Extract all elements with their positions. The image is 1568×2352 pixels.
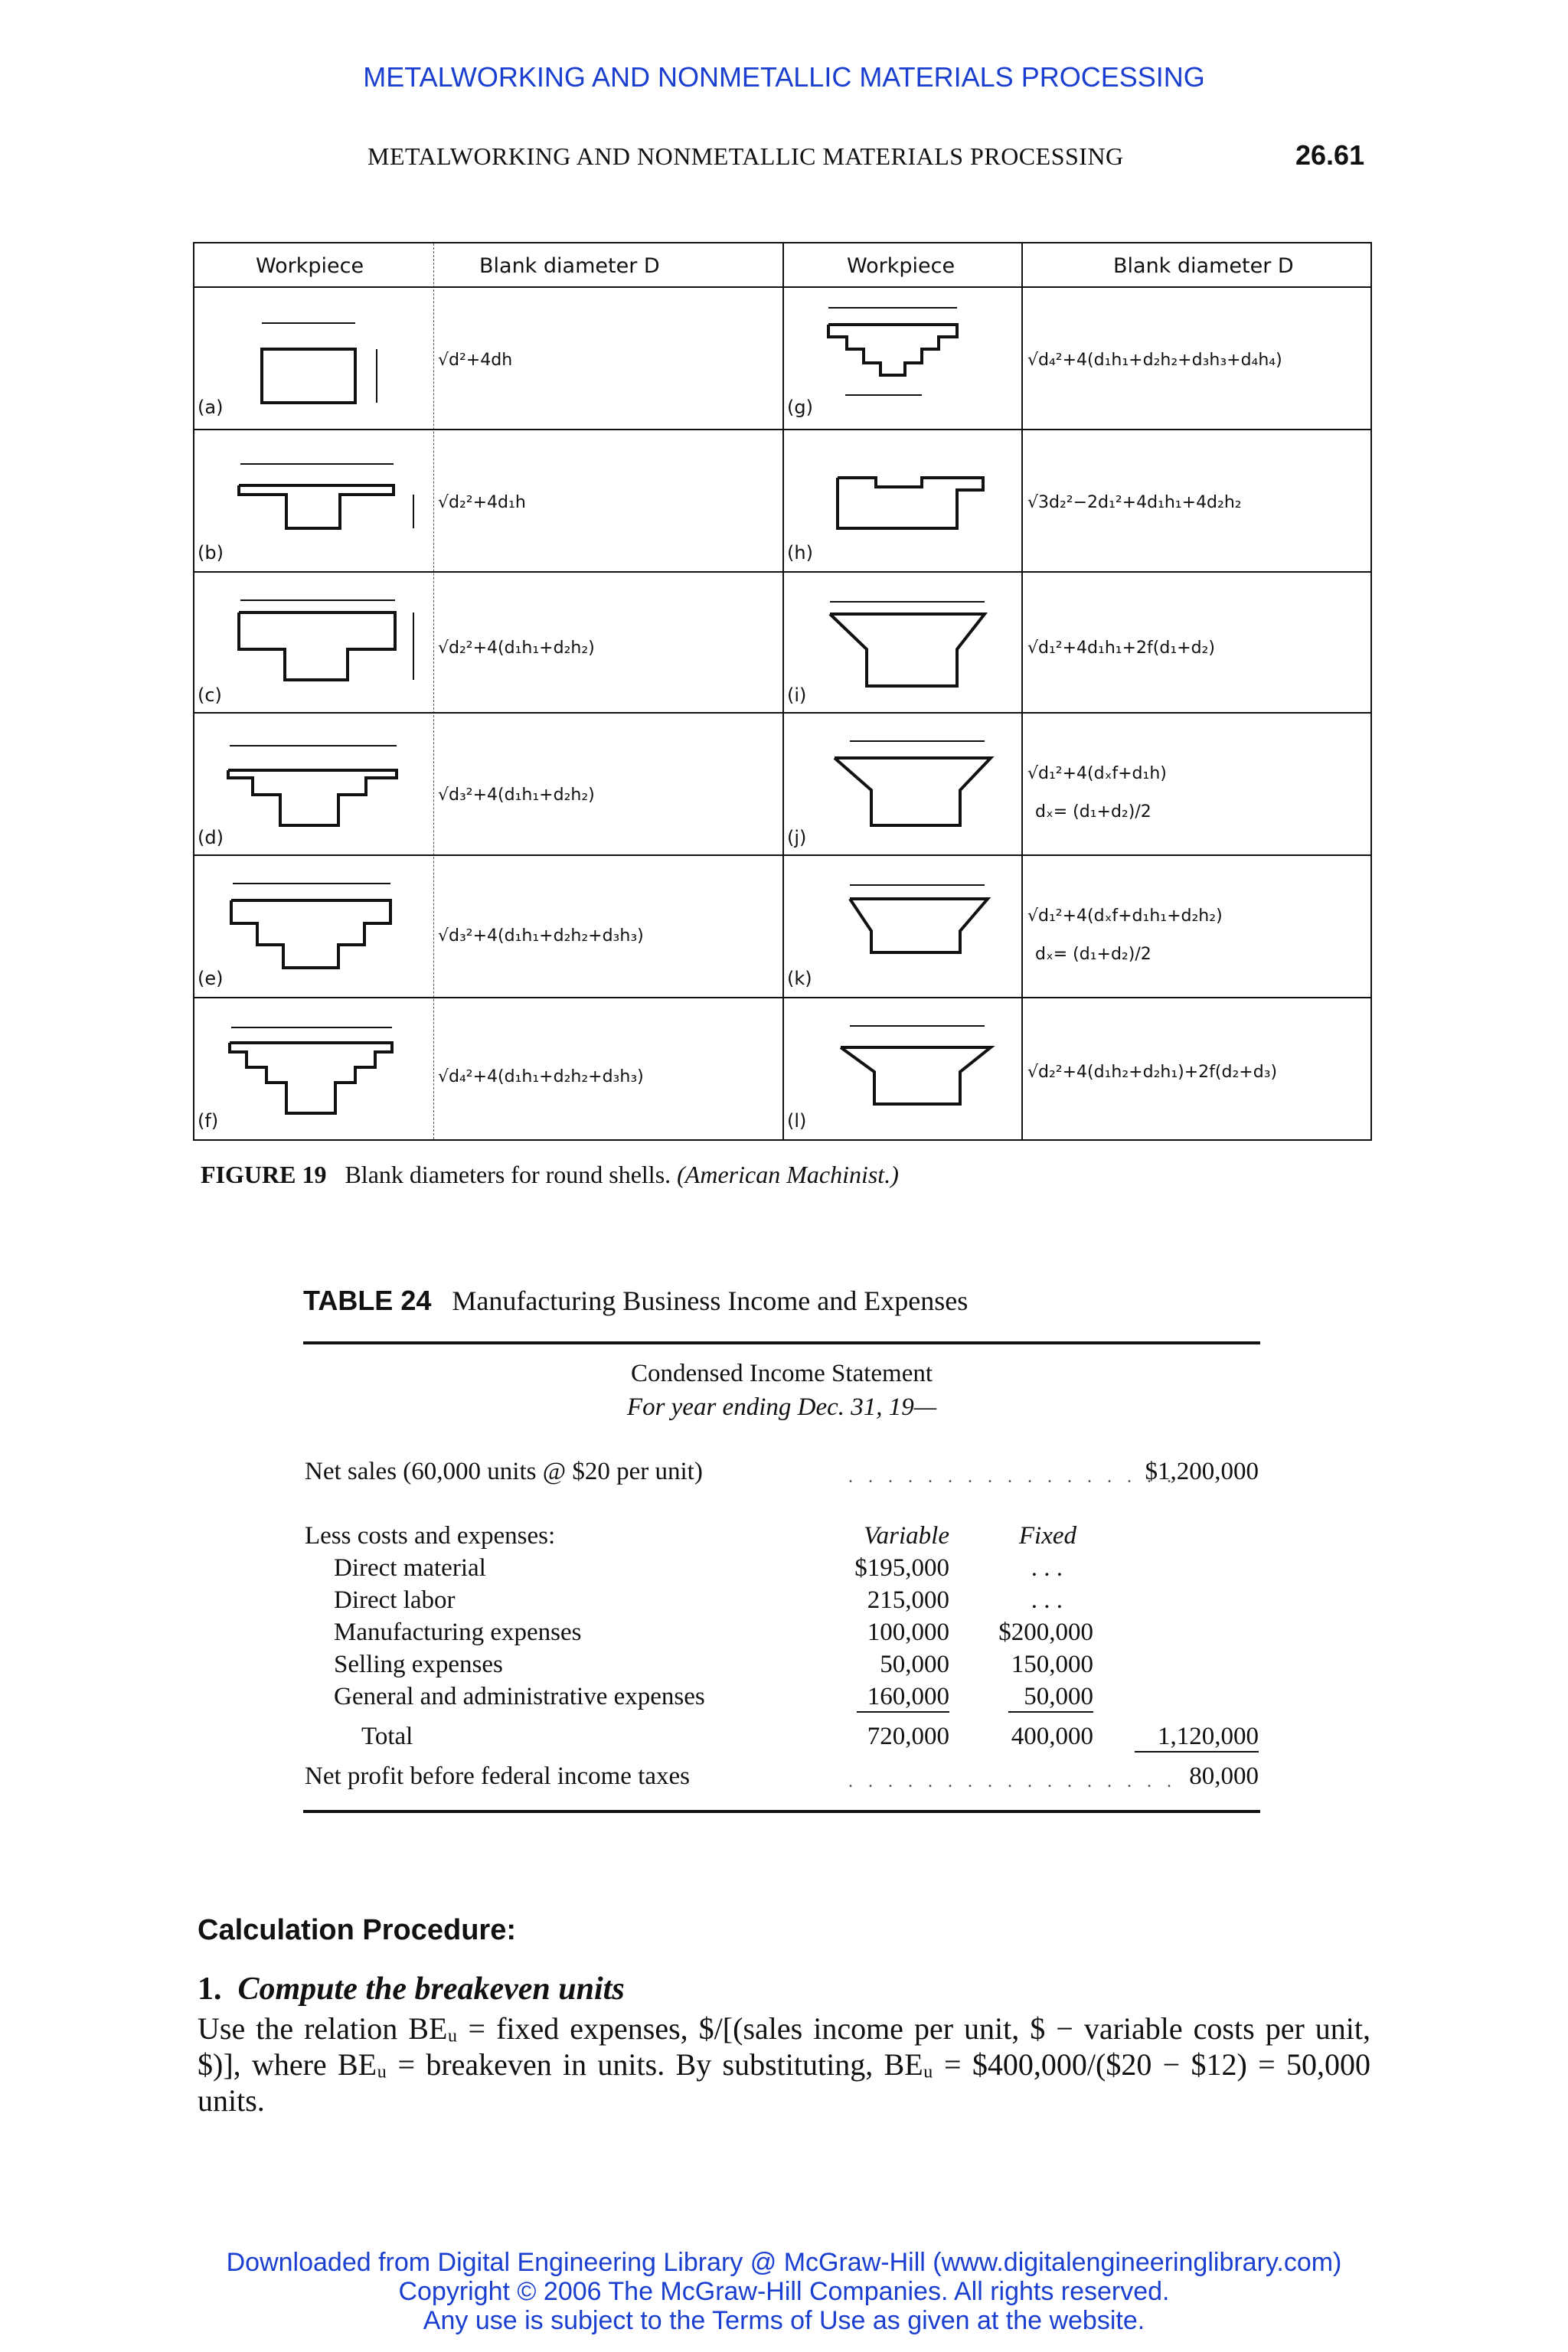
formula-k-dx: dₓ= (d₁+d₂)/2 xyxy=(1035,945,1152,964)
less-costs-label: Less costs and expenses: xyxy=(305,1522,556,1550)
row-label-k: (k) xyxy=(787,968,812,989)
workpiece-drawing-d xyxy=(225,727,424,850)
statement-period: For year ending Dec. 31, 19— xyxy=(626,1393,937,1421)
row-label-d: (d) xyxy=(198,827,224,848)
leader-dots: . . . . . . . . . . . . . . . . . xyxy=(848,1467,1177,1487)
row-label-e: (e) xyxy=(198,968,224,989)
workpiece-drawing-i xyxy=(807,585,1014,707)
table-row-variable: 215,000 xyxy=(867,1586,949,1614)
table-top-rule xyxy=(303,1341,1260,1344)
table-row-fixed: . . . xyxy=(1031,1554,1063,1582)
figure-number: FIGURE 19 xyxy=(201,1161,327,1188)
calculation-heading: Calculation Procedure: xyxy=(198,1914,516,1946)
figure-caption xyxy=(201,1161,899,1189)
table-row-variable: 100,000 xyxy=(867,1619,949,1646)
total-fixed: 400,000 xyxy=(1011,1723,1093,1750)
table-title xyxy=(303,1285,968,1317)
footer-download-link[interactable]: Downloaded from Digital Engineering Library @ McGraw-Hill (www.digitalengineeringlibrary.com) xyxy=(226,2248,1342,2277)
figure-source: (American Machinist.) xyxy=(677,1161,899,1188)
row-label-h: (h) xyxy=(787,542,813,564)
header-workpiece: Workpiece xyxy=(847,254,956,278)
workpiece-drawing-k xyxy=(807,868,1014,991)
net-sales-value: $1,200,000 xyxy=(1145,1458,1259,1485)
row-rule xyxy=(194,997,1370,998)
statement-heading: Condensed Income Statement xyxy=(630,1360,933,1387)
row-label-f: (f) xyxy=(198,1110,219,1132)
workpiece-drawing-c xyxy=(233,585,424,700)
formula-c: √d₂²+4(d₁h₁+d₂h₂) xyxy=(438,639,595,658)
step-number: 1. xyxy=(198,1971,222,2007)
formula-j: √d₁²+4(dₓf+d₁h) xyxy=(1027,764,1167,783)
header-blank-diameter: Blank diameter D xyxy=(1113,254,1294,278)
workpiece-drawing-b xyxy=(233,447,424,562)
formula-l: √d₂²+4(d₁h₂+d₂h₁)+2f(d₂+d₃) xyxy=(1027,1063,1278,1082)
page-number: 26.61 xyxy=(1295,139,1365,171)
row-rule xyxy=(194,712,1370,714)
formula-g: √d₄²+4(d₁h₁+d₂h₂+d₃h₃+d₄h₄) xyxy=(1027,351,1282,370)
formula-i: √d₁²+4d₁h₁+2f(d₁+d₂) xyxy=(1027,639,1215,658)
workpiece-drawing-g xyxy=(807,294,1014,424)
row-label-l: (l) xyxy=(787,1110,807,1132)
row-rule xyxy=(194,429,1370,430)
formula-a: √d²+4dh xyxy=(438,351,513,370)
table-title-text: Manufacturing Business Income and Expenses xyxy=(452,1285,969,1316)
total-label: Total xyxy=(361,1723,413,1750)
row-label-j: (j) xyxy=(787,827,807,848)
step-heading xyxy=(198,1971,625,2007)
row-label-b: (b) xyxy=(198,542,224,564)
workpiece-drawing-l xyxy=(807,1009,1014,1132)
formula-b: √d₂²+4d₁h xyxy=(438,493,526,512)
formula-h: √3d₂²−2d₁²+4d₁h₁+4d₂h₂ xyxy=(1027,493,1242,512)
figure-caption-text: Blank diameters for round shells. xyxy=(345,1161,671,1188)
header-blank-diameter: Blank diameter D xyxy=(479,254,660,278)
formula-j-dx: dₓ= (d₁+d₂)/2 xyxy=(1035,802,1152,822)
formula-e: √d₃²+4(d₁h₁+d₂h₂+d₃h₃) xyxy=(438,926,644,946)
table-row-label: Direct labor xyxy=(334,1586,456,1614)
footer-terms[interactable]: Any use is subject to the Terms of Use as given at the website. xyxy=(423,2306,1145,2335)
col-variable-header: Variable xyxy=(864,1522,949,1550)
table-row-label: Manufacturing expenses xyxy=(334,1619,582,1646)
formula-f: √d₄²+4(d₁h₁+d₂h₂+d₃h₃) xyxy=(438,1067,644,1086)
table-row-variable: 50,000 xyxy=(880,1651,949,1678)
row-label-g: (g) xyxy=(787,397,813,418)
header-rule xyxy=(194,286,1370,288)
divider xyxy=(782,243,784,1139)
table-row-fixed: 150,000 xyxy=(1011,1651,1093,1678)
total-value: 1,120,000 xyxy=(1135,1723,1259,1753)
step-title: Compute the breakeven units xyxy=(237,1971,625,2007)
net-sales-label: Net sales (60,000 units @ $20 per unit) xyxy=(305,1458,703,1485)
row-label-a: (a) xyxy=(198,397,224,418)
table-row-variable: 160,000 xyxy=(857,1683,949,1713)
body-paragraph: Use the relation BEᵤ = fixed expenses, $/[(sales income per unit, $ − variable costs per unit, $)], where BEᵤ = breakeven in units. By substituting, BEᵤ = $400,000/($20 − $12) = 50,000 units. xyxy=(198,2011,1370,2118)
workpiece-drawing-f xyxy=(225,1012,424,1135)
divider xyxy=(1021,243,1023,1139)
table-number: TABLE 24 xyxy=(303,1285,432,1316)
table-row-label: Direct material xyxy=(334,1554,486,1582)
figure-table xyxy=(193,242,1372,1141)
formula-d: √d₃²+4(d₁h₁+d₂h₂) xyxy=(438,786,595,805)
col-fixed-header: Fixed xyxy=(1018,1522,1076,1550)
formula-k: √d₁²+4(dₓf+d₁h₁+d₂h₂) xyxy=(1027,906,1223,926)
workpiece-drawing-e xyxy=(225,870,424,992)
row-label-c: (c) xyxy=(198,684,222,706)
header-workpiece: Workpiece xyxy=(256,254,364,278)
row-label-i: (i) xyxy=(787,684,807,706)
table-row-fixed: . . . xyxy=(1031,1586,1063,1614)
running-head: METALWORKING AND NONMETALLIC MATERIALS PROCESSING xyxy=(368,142,1124,170)
total-variable: 720,000 xyxy=(867,1723,949,1750)
table-row-fixed: $200,000 xyxy=(998,1619,1093,1646)
leader-dots: . . . . . . . . . . . . . . . . . xyxy=(848,1772,1177,1792)
workpiece-drawing-a xyxy=(248,305,416,412)
table-row-fixed: 50,000 xyxy=(1008,1683,1093,1713)
source-banner: METALWORKING AND NONMETALLIC MATERIALS PROCESSING xyxy=(363,61,1205,93)
row-rule xyxy=(194,854,1370,856)
workpiece-drawing-j xyxy=(807,726,1014,848)
table-row-label: Selling expenses xyxy=(334,1651,503,1678)
workpiece-drawing-h xyxy=(822,447,1021,562)
divider xyxy=(433,243,434,1139)
table-bottom-rule xyxy=(303,1810,1260,1813)
footer xyxy=(0,2248,1568,2335)
row-rule xyxy=(194,571,1370,573)
net-profit-label: Net profit before federal income taxes xyxy=(305,1762,691,1790)
net-profit-value: 80,000 xyxy=(1189,1762,1259,1790)
footer-copyright: Copyright © 2006 The McGraw-Hill Companies. All rights reserved. xyxy=(398,2277,1170,2306)
table-row-label: General and administrative expenses xyxy=(334,1683,705,1710)
table-row-variable: $195,000 xyxy=(854,1554,949,1582)
